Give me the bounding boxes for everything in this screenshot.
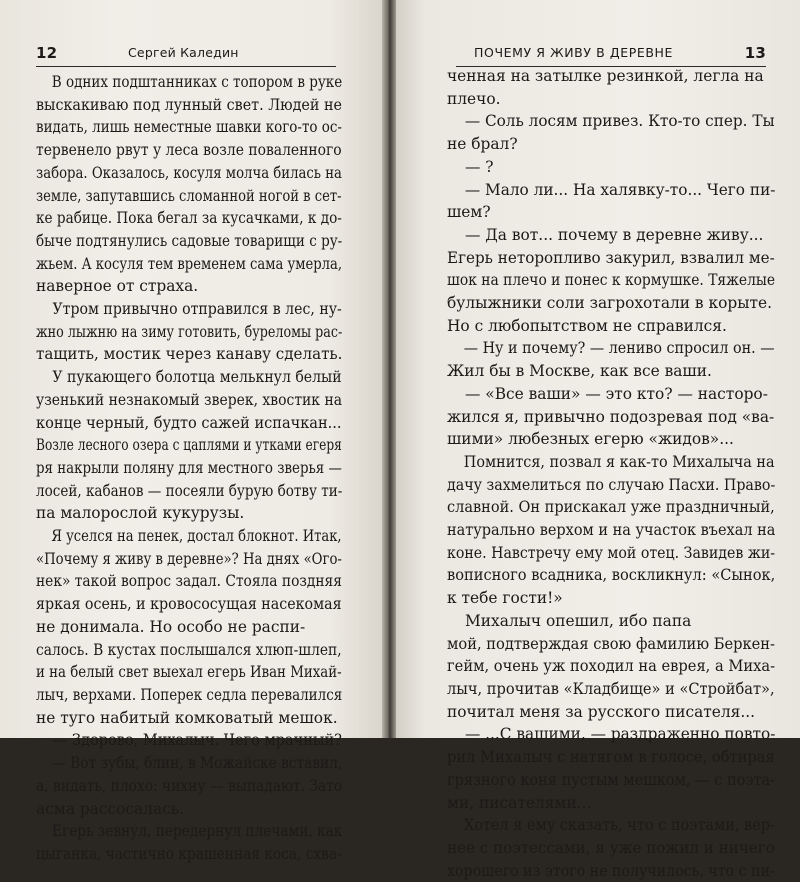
left-running-header bbox=[36, 42, 336, 67]
text-line: вописного всадника, воскликнул: «Сынок, bbox=[447, 566, 776, 585]
text-line: Я уселся на пенек, достал блокнот. Итак, bbox=[51, 527, 342, 546]
text-line: земле, запутавшись сломанной ногой в сет- bbox=[36, 186, 342, 205]
text-line: бычe подтянулись садовые товарищи с ру- bbox=[36, 231, 343, 250]
text-line: салось. В кустах послышался хлюп-шлеп, bbox=[36, 640, 342, 659]
text-line: ми, писателями... bbox=[447, 793, 592, 812]
text-line: и на белый свет выехал егерь Иван Михай- bbox=[36, 663, 342, 682]
left-page-number: 12 bbox=[36, 44, 58, 62]
text-line: нек» такой вопрос задал. Стояла поздняя bbox=[36, 572, 342, 591]
text-line: а, видать, плохо: чихну — выпадают. Зато bbox=[36, 776, 343, 795]
text-line: гейм, очень уж походил на еврея, а Миха- bbox=[447, 657, 776, 676]
text-line: булыжники соли загрохотали в корыте. bbox=[447, 294, 772, 313]
text-line: выскакиваю под лунный свет. Людей не bbox=[36, 95, 342, 114]
text-line: ке рабице. Пока бегал за кусачками, к до- bbox=[36, 209, 342, 228]
text-line: яркая осень, и кровососущая насекомая bbox=[36, 595, 342, 614]
text-line: видать, лишь неместные шавки кого-то ос- bbox=[36, 118, 342, 137]
text-line: Жил бы в Москве, как все ваши. bbox=[447, 362, 712, 381]
text-line: жно лыжню на зиму готовить, буреломы рас- bbox=[36, 322, 343, 341]
text-line: дачу захмелиться по случаю Пасхи. Право- bbox=[447, 475, 776, 494]
text-line: Но с любопытством не справился. bbox=[447, 316, 727, 335]
text-line: Хотел я ему сказать, что с поэтами, вер- bbox=[463, 816, 775, 835]
book-gutter bbox=[382, 0, 396, 738]
text-line: Помнится, позвал я как-то Михалыча на bbox=[463, 452, 775, 471]
text-line: па малорослой кукурузы. bbox=[36, 504, 245, 523]
text-line: Егерь зевнул, передернул плечами, как bbox=[52, 822, 343, 841]
text-line: — Ну и почему? — лениво спросил он. — bbox=[463, 339, 775, 358]
text-line: ря накрыли поляну для местного зверья — bbox=[36, 458, 342, 477]
text-line: лосей, кабанов — посеяли бурую ботву ти- bbox=[36, 481, 343, 500]
text-line: Возле лесного озера с цаплями и утками егеря bbox=[36, 436, 342, 455]
text-line: плечо. bbox=[447, 89, 501, 108]
text-line: В одних подштанниках с топором в руке bbox=[51, 73, 343, 91]
text-line: наверное от страха. bbox=[36, 277, 199, 296]
text-line: тервенело рвут у леса возле поваленного bbox=[36, 141, 342, 160]
text-line: не донимала. Но особо не распи- bbox=[36, 617, 306, 636]
text-line: — Да вот... почему в деревне живу... bbox=[465, 225, 764, 244]
text-line: грязного коня пустым мешком, — с поэта- bbox=[447, 770, 776, 789]
text-line: «Почему я живу в деревне»? На днях «Ого- bbox=[36, 549, 342, 568]
text-line: — «Все ваши» — это кто? — насторо- bbox=[465, 384, 768, 403]
text-line: хорошего из этого не получилось, что с пи- bbox=[447, 861, 775, 880]
text-line: жьем. А косуля тем временем сама умерла, bbox=[36, 254, 343, 273]
text-line: лыч, верхами. Поперек седла перевалился bbox=[36, 685, 343, 704]
text-line: нее с поэтессами, я уже пожил и ничего bbox=[447, 838, 775, 857]
right-running-header bbox=[456, 42, 766, 67]
text-line: натурально верхом и на участок въехал на bbox=[447, 521, 776, 540]
left-page-text bbox=[36, 71, 342, 866]
text-line: — Мало ли... На халявку-то... Чего пи- bbox=[464, 180, 776, 199]
text-line: — Вот зубы, блин, в Можайске вставил, bbox=[52, 754, 343, 773]
text-line: не брал? bbox=[447, 135, 518, 154]
text-line: к тебе гости!» bbox=[447, 589, 563, 608]
text-line: шем? bbox=[447, 203, 491, 222]
text-line: ченная на затылке резинкой, легла на bbox=[447, 67, 764, 85]
text-line: забора. Оказалось, косуля молча билась на bbox=[36, 163, 342, 182]
text-line: Михалыч опешил, ибо папа bbox=[465, 611, 692, 630]
text-line: Егерь неторопливо закурил, взвалил ме- bbox=[447, 248, 775, 267]
text-line: мой, подтверждая свою фамилию Беркен- bbox=[447, 634, 776, 653]
text-line: цыганка, частично крашенная коса, схва- bbox=[36, 844, 342, 863]
text-line: — ? bbox=[465, 157, 494, 176]
text-line: тащить, мостик через канаву сделать. bbox=[36, 345, 343, 364]
text-line: — ...С вашими, — раздраженно повто- bbox=[464, 725, 776, 744]
text-line: жился я, привычно подозревая под «ва- bbox=[447, 407, 775, 426]
text-line: рил Михалыч с натягом в голосе, обтирая bbox=[447, 748, 775, 767]
text-line: славной. Он прискакал уже праздничный, bbox=[447, 498, 775, 517]
text-line: конце черный, будто сажей испачкан... bbox=[36, 413, 342, 432]
text-line: шок на плечо и понес к кормушке. Тяжелые bbox=[447, 271, 776, 290]
text-line: коне. Навстречу ему мой отец. Завидев жи- bbox=[447, 543, 776, 562]
text-line: почитал меня за русского писателя... bbox=[447, 702, 756, 721]
right-page-number: 13 bbox=[744, 44, 766, 62]
left-header-author: Сергей Каледин bbox=[128, 45, 239, 60]
text-line: — Соль лосям привез. Кто-то спер. Ты bbox=[464, 112, 775, 131]
right-page bbox=[392, 0, 800, 880]
right-header-title: ПОЧЕМУ Я ЖИВУ В ДЕРЕВНЕ bbox=[474, 45, 674, 60]
text-line: не туго набитый комковатый мешок. bbox=[36, 708, 338, 727]
text-line: У пукающего болотца мелькнул белый bbox=[52, 368, 342, 387]
text-line: узенький незнакомый зверек, хвостик на bbox=[36, 390, 343, 409]
right-page-text bbox=[447, 65, 775, 882]
text-line: шими» любезных егерю «жидов»... bbox=[447, 430, 734, 449]
text-line: Утром привычно отправился в лес, ну- bbox=[52, 300, 342, 319]
text-line: лыч, прочитав «Кладбище» и «Стройбат», bbox=[447, 679, 775, 698]
text-line: асма рассосалась. bbox=[36, 799, 185, 818]
left-page bbox=[0, 0, 386, 863]
text-line: — Здорово, Михалыч. Чего мрачный? bbox=[52, 731, 342, 750]
